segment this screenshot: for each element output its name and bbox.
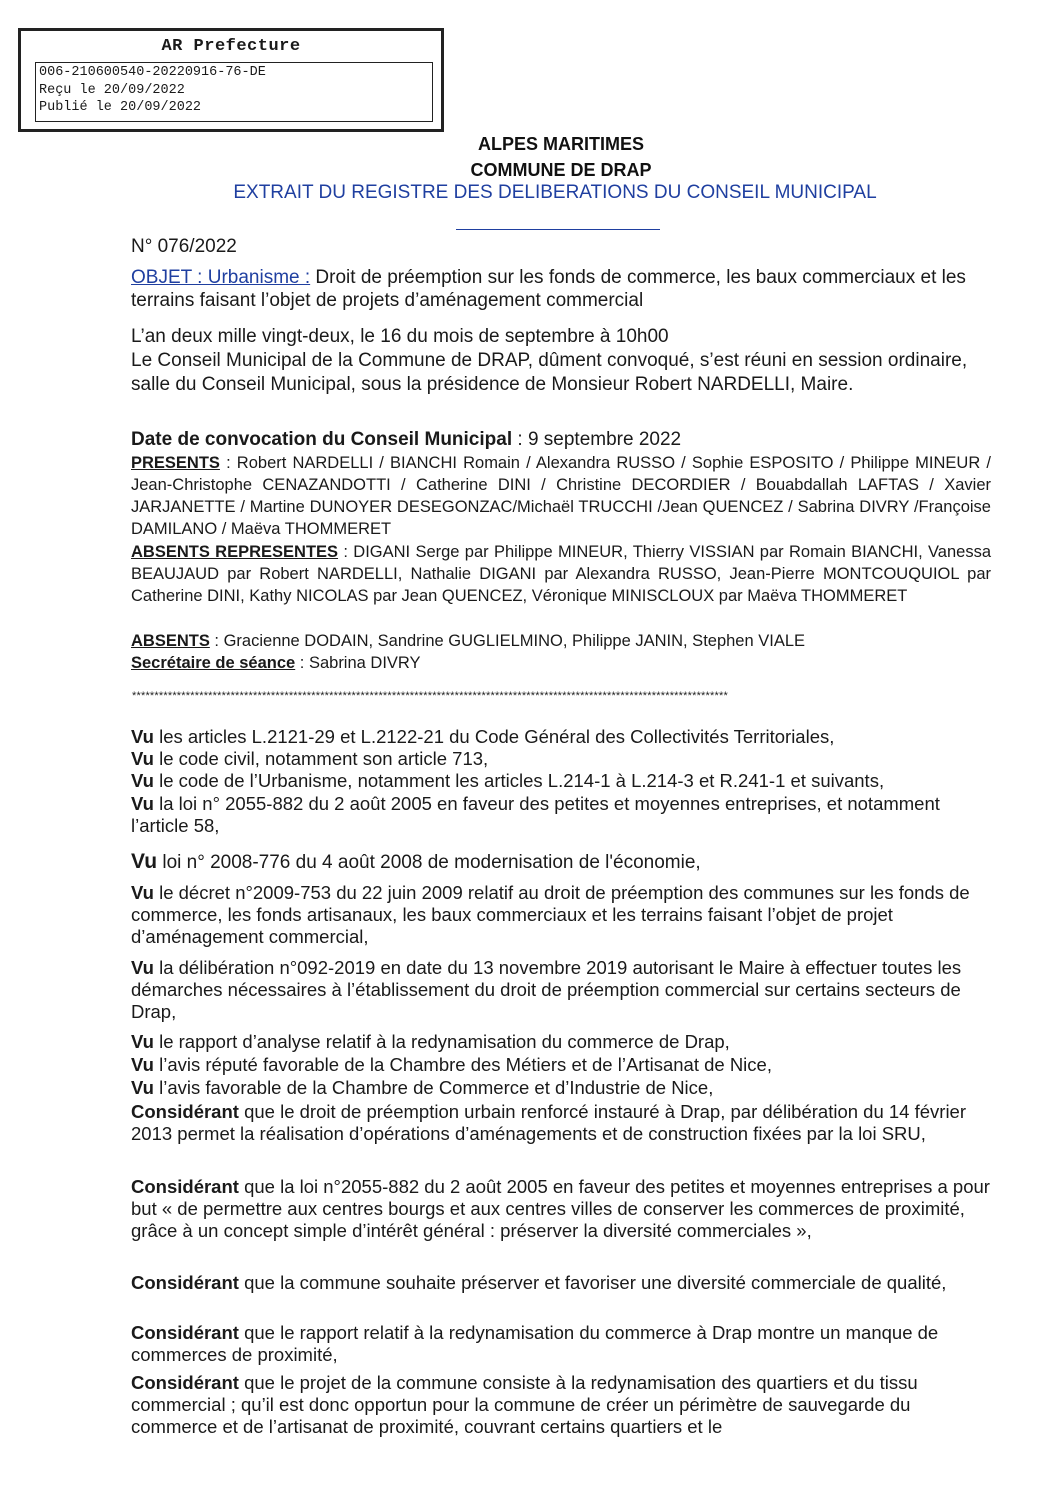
extract-heading: EXTRAIT DU REGISTRE DES DELIBERATIONS DU CONSEIL MUNICIPAL <box>233 182 877 203</box>
absents-represented-label: ABSENTS REPRESENTES <box>131 543 339 561</box>
deliberation-object <box>131 266 991 312</box>
convocation-date <box>131 429 991 451</box>
department-heading: ALPES MARITIMES <box>477 134 644 154</box>
presents-label: PRESENTS <box>131 454 220 472</box>
prefecture-stamp <box>18 28 444 132</box>
stamp-details <box>35 62 433 122</box>
object-text: Droit de préemption sur les fonds de commerce, les baux commerciaux et les terrains faisant l’objet de projets d’aménagement commercial <box>131 267 966 311</box>
visa-item: Vu le code de l’Urbanisme, notamment les articles L.214-1 à L.214-3 et R.241-1 et suivants, <box>131 770 885 791</box>
considerant-item: Considérant que la loi n°2055-882 du 2 août 2005 en faveur des petites et moyennes entreprises a pour but « de permettre aux centres bourgs et aux centres villes de conserver les commerces de proximité, grâce à un concept simple d’intérêt général : préserver la diversité commerciales », <box>131 1176 990 1241</box>
considerant-item: Considérant que le projet de la commune consiste à la redynamisation des quartiers et du tissu commercial ; qu’il est donc opportun pour la commune de créer un périmètre de sauvegarde du commerce et de l’artisanat de proximité, couvrant certains quartiers et le <box>131 1372 918 1437</box>
secretary-value: : Sabrina DIVRY <box>295 654 421 672</box>
session-preamble <box>131 325 991 397</box>
presents-value: : Robert NARDELLI / BIANCHI Romain / Alexandra RUSSO / Sophie ESPOSITO / Philippe MINEUR / Jean-Christophe CENAZANDOTTI / Catherine DINI / Christine DECORDIER / Bouabdallah LAFTAS / Xavier JARJANETTE / Martine DUNOYER DESEGONZAC/Michaël TRUCCHI /Jean QUENCEZ / Sabrina DIVRY /Françoise DAMILANO / Maëva THOMMERET <box>131 454 991 538</box>
secretary-label: Secrétaire de séance <box>131 654 296 672</box>
absents-represented-value: : DIGANI Serge par Philippe MINEUR, Thierry VISSIAN par Romain BIANCHI, Vanessa BEAUJAUD par Robert NARDELLI, Nathalie DIGANI par Alexandra RUSSO, Jean-Pierre MONTCOUQUIOL par Catherine DINI, Kathy NICOLAS par Jean QUENCEZ, Véronique MINISCLOUX par Maëva THOMMERET <box>131 543 991 605</box>
commune-heading: COMMUNE DE DRAP <box>470 160 652 180</box>
considerant-item: Considérant que la commune souhaite préserver et favoriser une diversité commerciale de qualité, <box>131 1272 947 1293</box>
visa-item: Vu le décret n°2009-753 du 22 juin 2009 relatif au droit de préemption des communes sur les fonds de commerce, les fonds artisanaux, les baux commerciaux et les terrains faisant l’objet de projet d’aménagement commercial, <box>131 882 970 947</box>
absents-list <box>131 630 991 652</box>
convocation-label: Date de convocation du Conseil Municipal <box>131 429 513 450</box>
stamp-reference: 006-210600540-20220916-76-DE <box>39 65 266 80</box>
header-rule <box>456 229 660 230</box>
visa-item: Vu loi n° 2008-776 du 4 août 2008 de modernisation de l'économie, <box>131 850 701 873</box>
visa-item: Vu le code civil, notamment son article 713, <box>131 748 489 769</box>
visa-item: Vu l’avis réputé favorable de la Chambre des Métiers et de l’Artisanat de Nice, <box>131 1054 772 1075</box>
visa-item: Vu les articles L.2121-29 et L.2122-21 du Code Général des Collectivités Territoriales, <box>131 726 835 747</box>
absents-value: : Gracienne DODAIN, Sandrine GUGLIELMINO, Philippe JANIN, Stephen VIALE <box>209 632 806 650</box>
session-council-line: Le Conseil Municipal de la Commune de DRAP, dûment convoqué, s’est réuni en session ordinaire, salle du Conseil Municipal, sous la présidence de Monsieur Robert NARDELLI, Maire. <box>131 350 968 395</box>
absents-label: ABSENTS <box>131 632 210 650</box>
visa-item: Vu le rapport d’analyse relatif à la redynamisation du commerce de Drap, <box>131 1031 730 1052</box>
visa-item: Vu la délibération n°092-2019 en date du 13 novembre 2019 autorisant le Maire à effectuer toutes les démarches nécessaires à l’établissement du droit de préemption commercial sur certains secteurs de Drap, <box>131 957 962 1022</box>
considerant-item: Considérant que le rapport relatif à la redynamisation du commerce à Drap montre un manque de commerces de proximité, <box>131 1322 939 1365</box>
stamp-published-date: Publié le 20/09/2022 <box>39 100 202 115</box>
deliberation-number: N° 076/2022 <box>131 236 237 257</box>
stamp-title: AR Prefecture <box>161 37 301 56</box>
session-date-line: L’an deux mille vingt-deux, le 16 du mois de septembre à 10h00 <box>131 326 669 347</box>
presents-list <box>131 452 991 540</box>
convocation-value: : 9 septembre 2022 <box>512 429 682 450</box>
object-label: OBJET : Urbanisme : <box>131 267 311 288</box>
absents-represented-list <box>131 541 991 607</box>
separator-line: ************************************************************************************************************************************* <box>132 690 728 702</box>
session-secretary <box>131 652 991 674</box>
stamp-received-date: Reçu le 20/09/2022 <box>39 82 185 98</box>
visa-item: Vu la loi n° 2055-882 du 2 août 2005 en faveur des petites et moyennes entreprises, et notamment l’article 58, <box>131 793 940 836</box>
visa-item: Vu l’avis favorable de la Chambre de Commerce et d’Industrie de Nice, <box>131 1077 714 1098</box>
considerant-item: Considérant que le droit de préemption urbain renforcé instauré à Drap, par délibération du 14 février 2013 permet la réalisation d’opérations d’aménagements et de construction fixées par la loi SRU, <box>131 1101 967 1144</box>
